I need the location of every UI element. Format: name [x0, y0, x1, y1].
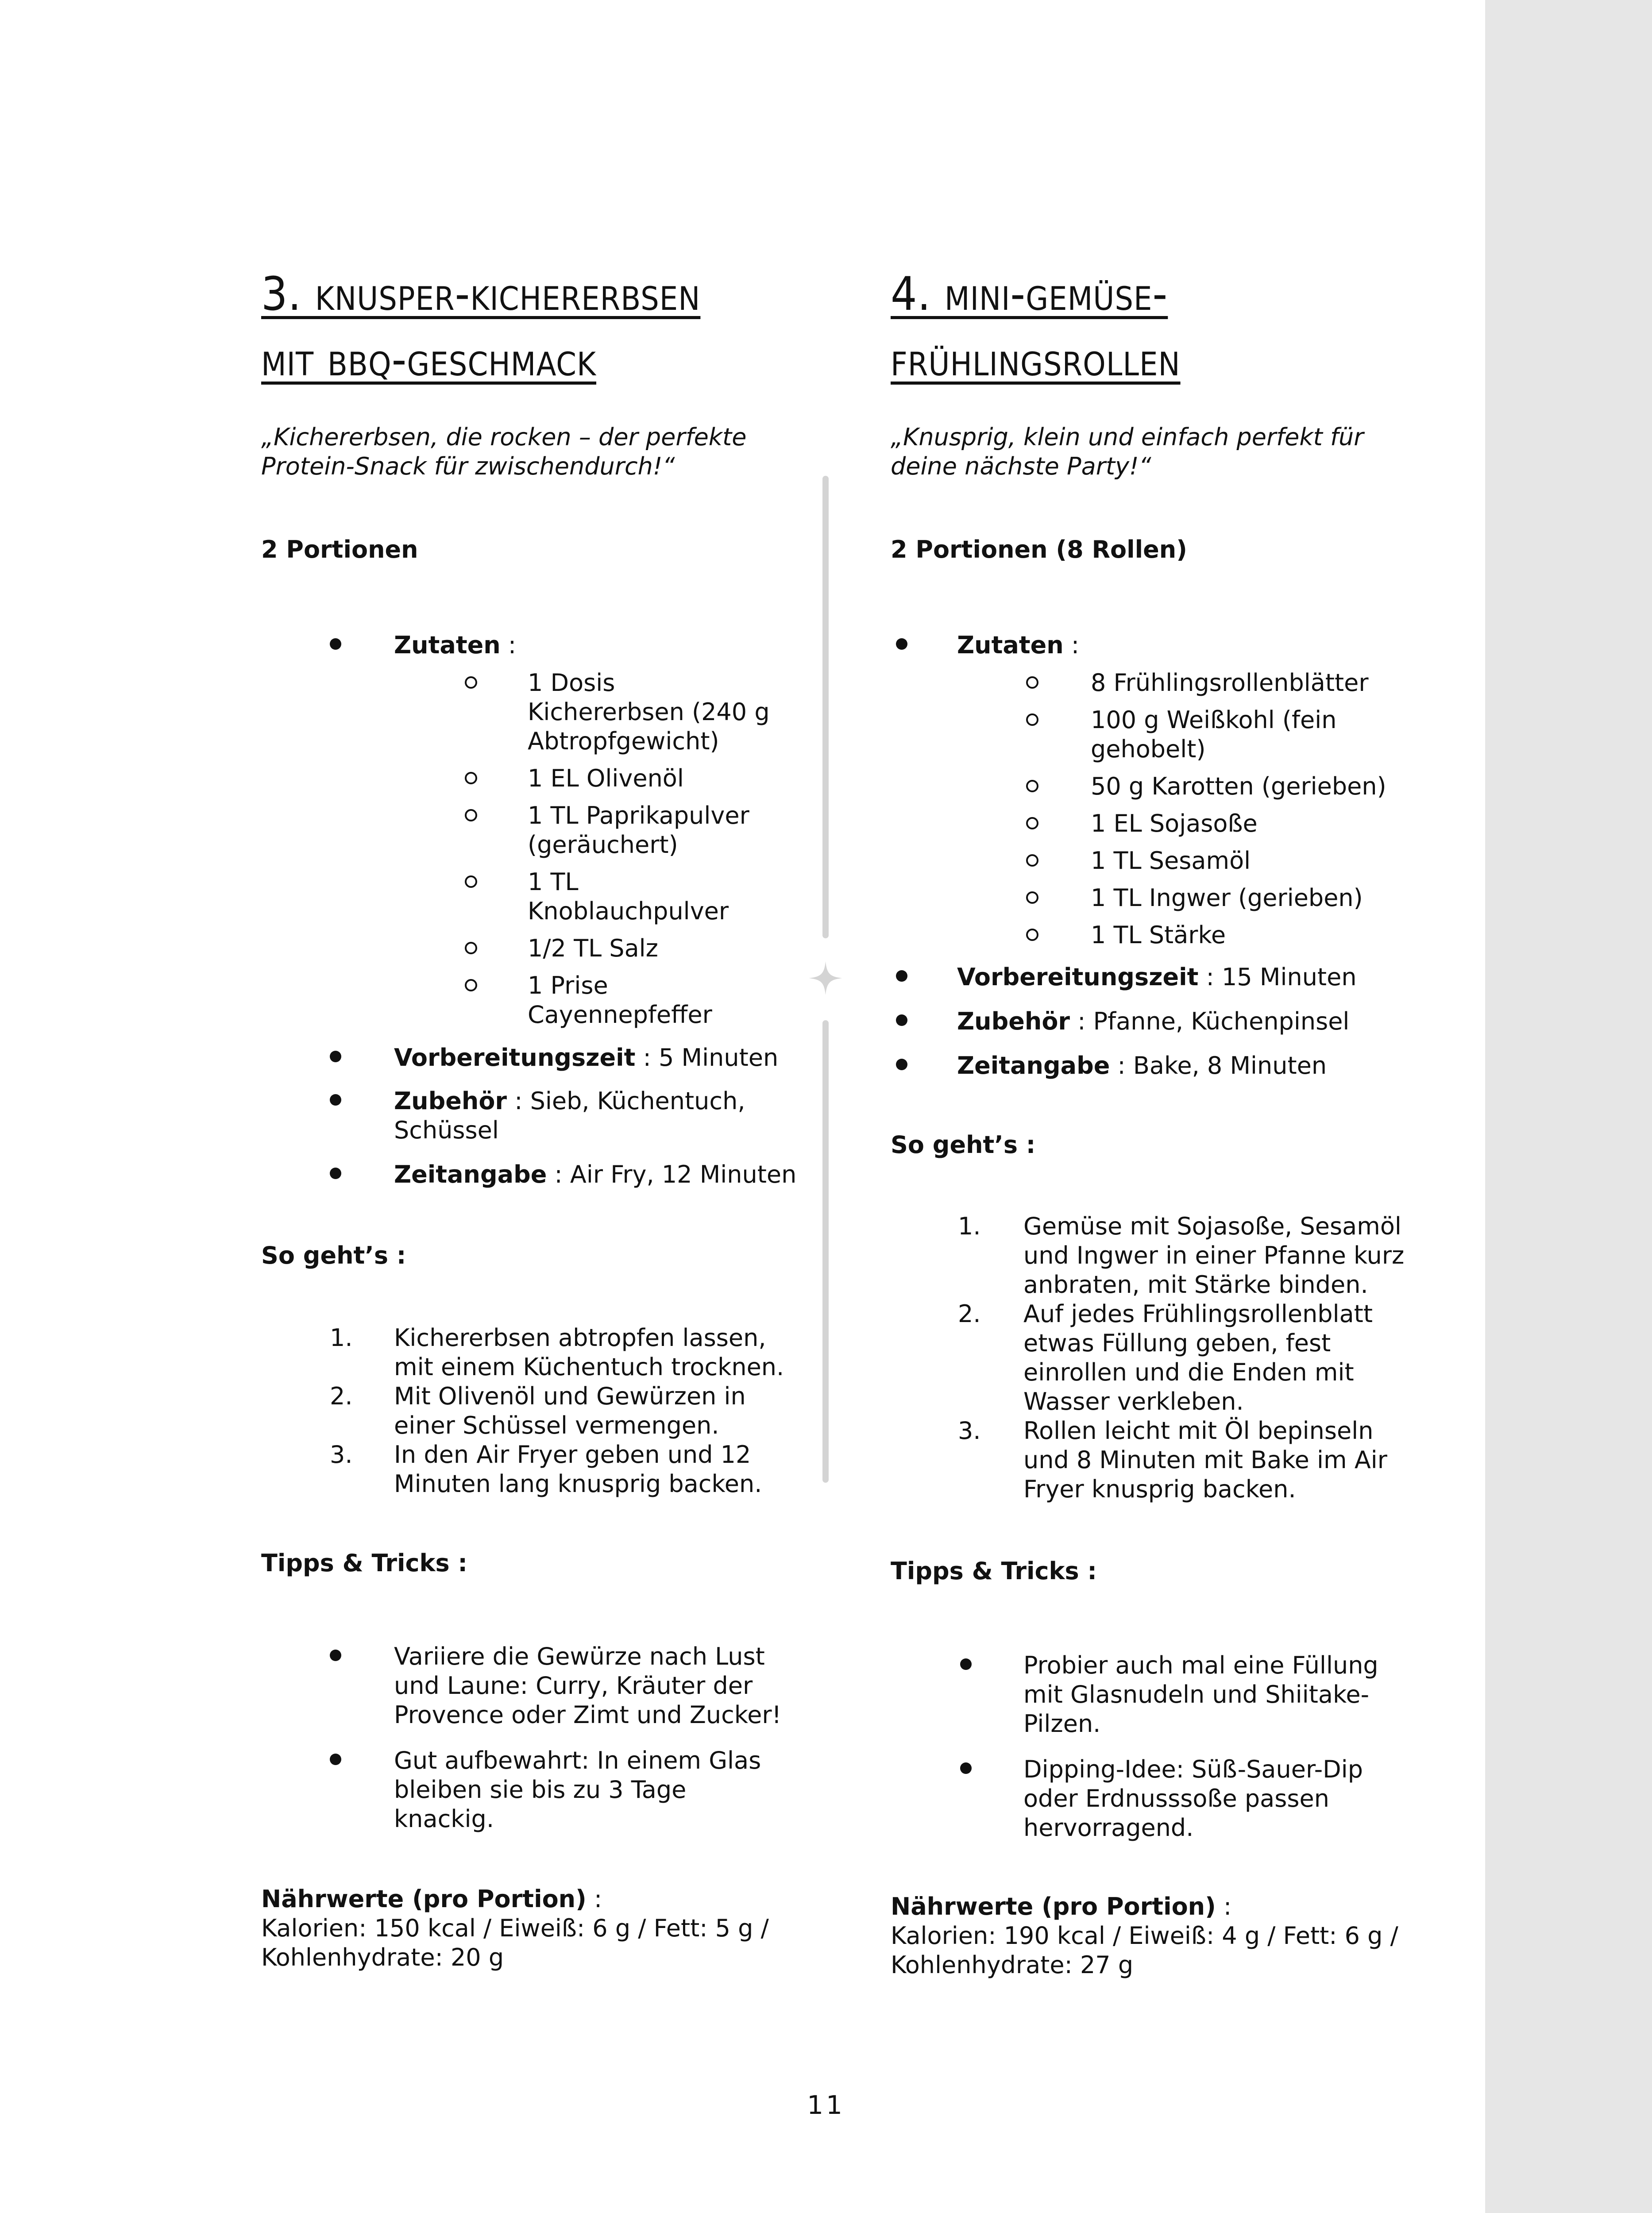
bullet-icon — [330, 1168, 341, 1179]
ingredient-text: 1 TL Paprikapulver (geräuchert) — [528, 802, 749, 859]
info-label: Zeitangabe — [957, 1052, 1110, 1080]
tips-heading: Tipps & Tricks : — [261, 1549, 467, 1577]
nutrition-line: Kalorien: 190 kcal / Eiweiß: 4 g / Fett: 6 g / — [891, 1922, 1398, 1950]
info-value: : — [500, 631, 517, 659]
tip-text: Dipping-Idee: Süß-Sauer-Dip oder Erdnusssoße passen hervorragend. — [1023, 1755, 1363, 1842]
bullet-icon — [896, 1014, 907, 1026]
info-label: Zubehör — [394, 1087, 507, 1115]
step-text: Kichererbsen abtropfen lassen, mit einem Küchentuch trocknen. — [394, 1324, 784, 1381]
circle-bullet-icon — [1026, 676, 1038, 689]
recipe-title-line: mit bbq-geschmack — [261, 332, 597, 386]
recipe-quote — [891, 423, 1422, 481]
circle-bullet-icon — [1026, 780, 1038, 792]
recipe-title — [261, 261, 700, 392]
step-number: 2. — [330, 1382, 353, 1410]
info-value: : Sieb, Küchentuch, — [507, 1087, 745, 1115]
step-text: Mit Olivenöl und Gewürzen in einer Schüssel vermengen. — [394, 1382, 746, 1439]
ingredient-text: 50 g Karotten (gerieben) — [1091, 772, 1386, 800]
right-margin-panel — [1485, 0, 1652, 2213]
bullet-icon — [330, 1754, 341, 1765]
ingredient-text: 1 TL Ingwer (gerieben) — [1091, 884, 1363, 912]
nutrition-label: Nährwerte (pro Portion) — [261, 1885, 587, 1913]
circle-bullet-icon — [1026, 817, 1038, 829]
nutrition-info: Nährwerte (pro Portion) : Kalorien: 150 kcal / Eiweiß: 6 g / Fett: 5 g / Kohlenhydrate: 20 g — [261, 1885, 769, 1971]
bullet-icon — [330, 1051, 341, 1062]
recipe-title-line: 4. mini-gemüse- — [891, 267, 1168, 321]
ingredient-text: 1 Dosis Kichererbsen (240 g Abtropfgewicht) — [528, 669, 770, 755]
step-number: 3. — [958, 1417, 981, 1445]
bullet-icon — [896, 1059, 907, 1070]
step-number: 3. — [330, 1441, 353, 1469]
recipe-title-line: 3. knusper-kichererbsen — [261, 267, 701, 321]
circle-bullet-icon — [465, 875, 477, 888]
quote-line: „Knusprig, klein und einfach perfekt für — [891, 423, 1364, 451]
circle-bullet-icon — [465, 942, 477, 954]
circle-bullet-icon — [1026, 713, 1038, 726]
info-label: Zutaten — [957, 631, 1064, 659]
info-value: : 5 Minuten — [635, 1044, 779, 1072]
bullet-icon — [330, 1094, 341, 1106]
quote-line: „Kichererbsen, die rocken – der perfekte — [261, 423, 747, 451]
tip-text: Gut aufbewahrt: In einem Glas bleiben sie bis zu 3 Tage knackig. — [394, 1746, 761, 1833]
ingredient-text: 8 Frühlingsrollenblätter — [1091, 669, 1369, 697]
circle-bullet-icon — [465, 772, 477, 784]
info-value: : — [1063, 631, 1080, 659]
circle-bullet-icon — [465, 809, 477, 821]
column-divider-top — [822, 476, 829, 938]
info-label: Zubehör — [957, 1007, 1070, 1035]
portions: 2 Portionen (8 Rollen) — [891, 536, 1187, 563]
bullet-icon — [896, 638, 907, 650]
nutrition-info: Nährwerte (pro Portion) : Kalorien: 190 kcal / Eiweiß: 4 g / Fett: 6 g / Kohlenhydrate: 27 g — [891, 1893, 1398, 1979]
step-number: 1. — [330, 1324, 353, 1352]
circle-bullet-icon — [1026, 929, 1038, 941]
info-label: Zutaten — [394, 631, 501, 659]
nutrition-line: Kohlenhydrate: 20 g — [261, 1943, 504, 1971]
ingredient-text: 1 TL Sesamöl — [1091, 847, 1251, 875]
step-text: Rollen leicht mit Öl bepinseln und 8 Minuten mit Bake im Air Fryer knusprig backen. — [1023, 1417, 1387, 1503]
info-label: Vorbereitungszeit — [394, 1044, 636, 1072]
tips-heading: Tipps & Tricks : — [891, 1557, 1097, 1585]
info-label: Vorbereitungszeit — [957, 963, 1199, 991]
ingredient-text: 1 EL Olivenöl — [528, 764, 684, 792]
steps-heading: So geht’s : — [891, 1131, 1036, 1159]
bullet-icon — [960, 1658, 972, 1670]
bullet-icon — [896, 970, 907, 982]
nutrition-line: Kohlenhydrate: 27 g — [891, 1951, 1134, 1979]
nutrition-label: Nährwerte (pro Portion) — [891, 1893, 1216, 1920]
bullet-icon — [330, 1650, 341, 1661]
recipe-title-line: frühlingsrollen — [891, 332, 1181, 386]
bullet-icon — [330, 638, 341, 650]
four-point-star-icon — [808, 960, 843, 996]
column-divider-bottom — [822, 1020, 829, 1483]
info-value: Schüssel — [394, 1116, 499, 1144]
info-label: Zeitangabe — [394, 1160, 547, 1188]
info-value: : Bake, 8 Minuten — [1110, 1052, 1327, 1080]
quote-line: deine nächste Party!“ — [891, 452, 1151, 480]
recipe-title — [891, 261, 1181, 392]
ingredient-text: 1 TL Knoblauchpulver — [528, 868, 729, 925]
circle-bullet-icon — [1026, 891, 1038, 904]
info-value: : Pfanne, Küchenpinsel — [1070, 1007, 1350, 1035]
step-number: 1. — [958, 1212, 981, 1240]
ingredient-text: 1/2 TL Salz — [528, 934, 659, 962]
step-number: 2. — [958, 1300, 981, 1328]
tip-text: Probier auch mal eine Füllung mit Glasnudeln und Shiitake- Pilzen. — [1023, 1651, 1378, 1738]
quote-line: Protein-Snack für zwischendurch!“ — [261, 452, 675, 480]
steps-heading: So geht’s : — [261, 1241, 406, 1269]
nutrition-line: Kalorien: 150 kcal / Eiweiß: 6 g / Fett: 5 g / — [261, 1914, 769, 1942]
ingredient-text: 100 g Weißkohl (fein gehobelt) — [1091, 706, 1337, 763]
bullet-icon — [960, 1762, 972, 1774]
info-value: : 15 Minuten — [1198, 963, 1357, 991]
circle-bullet-icon — [465, 979, 477, 991]
info-value: : Air Fry, 12 Minuten — [547, 1160, 797, 1188]
step-text: Auf jedes Frühlingsrollenblatt etwas Füllung geben, fest einrollen und die Enden mit Wasser verkleben. — [1023, 1300, 1373, 1415]
ingredient-text: 1 EL Sojasoße — [1091, 810, 1258, 837]
recipe-quote — [261, 423, 792, 481]
portions: 2 Portionen — [261, 536, 418, 563]
circle-bullet-icon — [1026, 854, 1038, 867]
ingredient-text: 1 TL Stärke — [1091, 921, 1226, 949]
step-text: Gemüse mit Sojasoße, Sesamöl und Ingwer in einer Pfanne kurz anbraten, mit Stärke binden. — [1023, 1212, 1405, 1299]
ingredient-text: 1 Prise Cayennepfeffer — [528, 972, 712, 1029]
tip-text: Variiere die Gewürze nach Lust und Laune: Curry, Kräuter der Provence oder Zimt und Zucker! — [394, 1642, 782, 1729]
page-number: 11 — [807, 2090, 845, 2120]
circle-bullet-icon — [465, 676, 477, 689]
step-text: In den Air Fryer geben und 12 Minuten lang knusprig backen. — [394, 1441, 762, 1498]
